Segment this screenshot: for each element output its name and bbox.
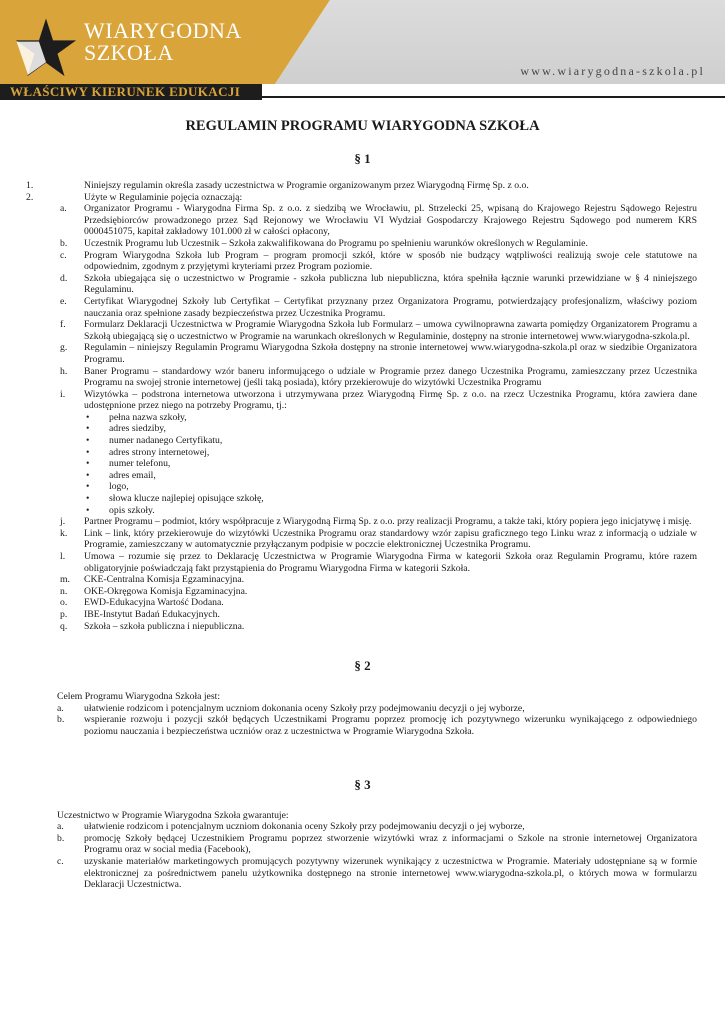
goal-item: [0, 703, 725, 715]
item-text: Baner Programu – standardowy wzór baneru informującego o udziale w Programie przez danego Uczestnika Programu, zamieszczany przez Uczestnika Programu na swojej stronie internetowej (jeśli taką posiada), który przekierowuje do wizytówki Uczestnika Programu: [84, 365, 697, 389]
definition-item: [0, 319, 725, 342]
bullet-icon: •: [86, 435, 90, 447]
item-marker: l.: [60, 551, 66, 562]
bullet-text: adres email,: [109, 469, 156, 481]
definition-item: [0, 516, 725, 528]
definition-item: [0, 366, 725, 389]
item-marker: a.: [57, 702, 64, 714]
item-text: wspieranie rozwoju i pozycji szkół będących Uczestnikami Programu poprzez promocję ich pozytywnego wizerunku wynikającego z odpowiedniego poziomu nauczania i bezpieczeństwa uczniów oraz z uczestnictwa w Programie Wiarygodna Szkoła.: [84, 714, 697, 737]
item-text: CKE-Centralna Komisja Egzaminacyjna.: [84, 574, 245, 586]
definition-item: [0, 528, 725, 551]
item-text: Szkoła ubiegająca się o uczestnictwo w Programie - szkoła publiczna lub niepubliczna, która spełniła łącznie warunki przewidziane w § 4 niniejszego Regulaminu.: [84, 272, 697, 296]
guarantee-item: [0, 821, 725, 833]
item-marker: 1.: [26, 180, 34, 191]
item-marker: a.: [57, 821, 64, 833]
brand-line-2: SZKOŁA: [84, 40, 174, 65]
brand-line-1: WIARYGODNA: [84, 18, 242, 43]
item-text: Organizator Programu - Wiarygodna Firma Sp. z o.o. z siedzibą we Wrocławiu, pl. Strzelecki 25, wpisaną do Krajowego Rejestru Sądowego Rejestru Przedsiębiorców prowadzonego przez Sąd Rejonowy we Wrocławiu VI Wydział Gospodarczy Krajowego Rejestru Sądowego pod numerem KRS 0000451075, kapitał zakładowy 101.000 zł w całości opłacony,: [84, 203, 697, 238]
item-marker: n.: [60, 585, 68, 597]
section-heading-1: § 1: [354, 151, 371, 166]
section-heading-2: § 2: [354, 658, 371, 674]
bullet-item: [0, 412, 725, 424]
bullet-icon: •: [86, 423, 90, 435]
section-3-intro: Uczestnictwo w Programie Wiarygodna Szkoła gwarantuje:: [57, 809, 289, 821]
section-2-intro: Celem Programu Wiarygodna Szkoła jest:: [57, 691, 221, 703]
bullet-item: [0, 435, 725, 447]
item-marker: p.: [60, 608, 68, 620]
guarantee-item: [0, 856, 725, 891]
bullet-text: adres strony internetowej,: [109, 446, 210, 458]
bullet-text: adres siedziby,: [109, 423, 166, 435]
item-marker: g.: [60, 342, 68, 354]
item-marker: f.: [60, 319, 66, 331]
definition-item: [0, 609, 725, 621]
bullet-item: [0, 505, 725, 517]
bullet-item: [0, 458, 725, 470]
bullet-icon: •: [86, 493, 90, 505]
brand-logo-text: [84, 20, 242, 64]
bullet-icon: •: [86, 481, 90, 493]
document-title: REGULAMIN PROGRAMU WIARYGODNA SZKOŁA: [185, 118, 540, 134]
item-text: EWD-Edukacyjna Wartość Dodana.: [84, 597, 224, 609]
bullet-text: opis szkoły.: [109, 504, 155, 516]
definition-item: [0, 273, 725, 296]
item-marker: b.: [57, 832, 65, 844]
page-header: [0, 0, 725, 100]
guarantee-item: [0, 833, 725, 856]
item-text: Szkoła – szkoła publiczna i niepubliczna.: [84, 620, 245, 632]
bullet-text: pełna nazwa szkoły,: [109, 411, 187, 423]
header-divider: [262, 96, 725, 98]
item-marker: 2.: [26, 191, 34, 203]
bullet-text: numer telefonu,: [109, 458, 171, 470]
definition-item: [0, 586, 725, 598]
definition-item: [0, 597, 725, 609]
bullet-item: [0, 493, 725, 505]
item-text: Niniejszy regulamin określa zasady uczestnictwa w Programie organizowanym przez Wiarygodną Firmę Sp. z o.o.: [84, 180, 529, 191]
item-text: IBE-Instytut Badań Edukacyjnych.: [84, 608, 220, 620]
definition-item: [0, 621, 725, 633]
bullet-icon: •: [86, 504, 90, 516]
definition-item: [0, 389, 725, 412]
item-text: Certyfikat Wiarygodnej Szkoły lub Certyfikat – Certyfikat przyznany przez Organizatora Programu, potwierdzający profesjonalizm, właściwy poziom nauczania oraz spełnione zasady bezpieczeństwa przez Uczestnika Programu.: [84, 295, 697, 319]
goal-item: [0, 714, 725, 737]
bullet-item: [0, 447, 725, 459]
bullet-icon: •: [86, 469, 90, 481]
numbered-item: [0, 180, 725, 192]
bullet-item: [0, 470, 725, 482]
item-text: Umowa – rozumie się przez to Deklarację Uczestnictwa w Programie Wiarygodna Firma w kategorii Szkoła oraz Regulamin Programu, które razem obligatoryjnie poświadczają fakt przystąpienia do Programu Wiarygodna Firma w kategorii Szkoła.: [84, 551, 697, 574]
item-marker: k.: [60, 527, 68, 539]
item-marker: h.: [60, 365, 68, 377]
item-marker: e.: [60, 295, 67, 307]
section-heading-3: § 3: [354, 776, 371, 792]
item-marker: j.: [60, 516, 66, 528]
item-text: Użyte w Regulaminie pojęcia oznaczają:: [84, 191, 243, 203]
item-marker: b.: [57, 714, 65, 726]
bullet-text: słowa klucze najlepiej opisujące szkołę,: [109, 493, 264, 505]
item-text: Regulamin – niniejszy Regulamin Programu Wiarygodna Szkoła dostępny na stronie internetowej www.wiarygodna-szkola.pl oraz w siedzibie Organizatora Programu.: [84, 342, 697, 365]
definition-item: [0, 296, 725, 319]
definition-item: [0, 238, 725, 250]
definition-item: [0, 574, 725, 586]
item-text: OKE-Okręgowa Komisja Egzaminacyjna.: [84, 585, 248, 597]
item-text: Partner Programu – podmiot, który współpracuje z Wiarygodną Firmą Sp. z o.o. przy realizacji Programu, a także taki, który popiera jego inicjatywę i misję.: [84, 516, 692, 528]
definition-item: [0, 203, 725, 238]
item-marker: d.: [60, 272, 68, 284]
website-url[interactable]: www.wiarygodna-szkola.pl: [520, 64, 705, 78]
tagline-bar: WŁAŚCIWY KIERUNEK EDUKACJI: [0, 82, 262, 100]
item-marker: a.: [60, 203, 67, 215]
regulation-document: [0, 118, 725, 891]
item-text: ułatwienie rodzicom i potencjalnym uczniom dokonania oceny Szkoły przy podejmowaniu decyzji o jej wyborze,: [84, 821, 525, 833]
item-text: uzyskanie materiałów marketingowych promujących pozytywny wizerunek wynikający z uczestnictwa w Programie. Materiały udostępniane są w formie elektronicznej za pośrednictwem panelu użytkownika dostępnego na stronie internetowej www.wiarygodna-szkola.pl, o których mowa w formularzu Deklaracji Uczestnictwa.: [84, 855, 697, 891]
item-marker: i.: [60, 388, 66, 400]
bullet-icon: •: [86, 411, 90, 423]
star-icon: [14, 16, 78, 80]
item-text: Program Wiarygodna Szkoła lub Program – program promocji szkół, które w sposób nie budzący wątpliwości realizują swoje cele statutowe na odpowiednim, zgodnym z przyjętymi kryteriami przez Program poziomie.: [84, 249, 697, 273]
item-marker: c.: [60, 249, 67, 261]
bullet-item: [0, 423, 725, 435]
item-marker: o.: [60, 597, 68, 609]
item-text: Wizytówka – podstrona internetowa utworzona i utrzymywana przez Wiarygodną Firmę Sp. z o.o. na rzecz Uczestnika Programu, która zawiera dane udostępnione przez niego na potrzeby Programu, tj.:: [84, 388, 697, 412]
definition-item: [0, 551, 725, 574]
definition-item: [0, 250, 725, 273]
bullet-icon: •: [86, 458, 90, 470]
item-marker: c.: [57, 855, 64, 867]
item-marker: q.: [60, 620, 68, 632]
item-text: Link – link, który przekierowuje do wizytówki Uczestnika Programu oraz standardowy wzór zapisu graficznego tego Linku wraz z informacją o udziale w Programie, zamieszczany w automatycznie przyłączanym podpisie w poczcie elektronicznej Uczestnika Programu.: [84, 527, 697, 551]
bullet-item: [0, 481, 725, 493]
item-text: Formularz Deklaracji Uczestnictwa w Programie Wiarygodna Szkoła lub Formularz – umowa cywilnoprawna zawarta pomiędzy Organizatorem Programu a Szkołą ubiegającą się o uczestnictwo w Programie na warunkach określonych w Regulaminie, dostępny na stronie internetowej www.wiarygodna-szkola.pl.: [84, 319, 697, 342]
item-marker: m.: [60, 574, 70, 586]
item-text: ułatwienie rodzicom i potencjalnym uczniom dokonania oceny Szkoły przy podejmowaniu decyzji o jej wyborze,: [84, 702, 525, 714]
definition-item: [0, 342, 725, 365]
item-text: promocję Szkoły będącej Uczestnikiem Programu poprzez stworzenie wizytówki wraz z informacjami o Szkole na stronie internetowej Organizatora Programu oraz w social media (Facebook),: [84, 832, 697, 856]
bullet-icon: •: [86, 446, 90, 458]
bullet-text: logo,: [109, 481, 129, 493]
item-text: Uczestnik Programu lub Uczestnik – Szkoła zakwalifikowana do Programu po spełnieniu warunków określonych w Regulaminie.: [84, 237, 588, 249]
bullet-text: numer nadanego Certyfikatu,: [109, 435, 223, 447]
item-marker: b.: [60, 237, 68, 249]
numbered-item: [0, 192, 725, 204]
